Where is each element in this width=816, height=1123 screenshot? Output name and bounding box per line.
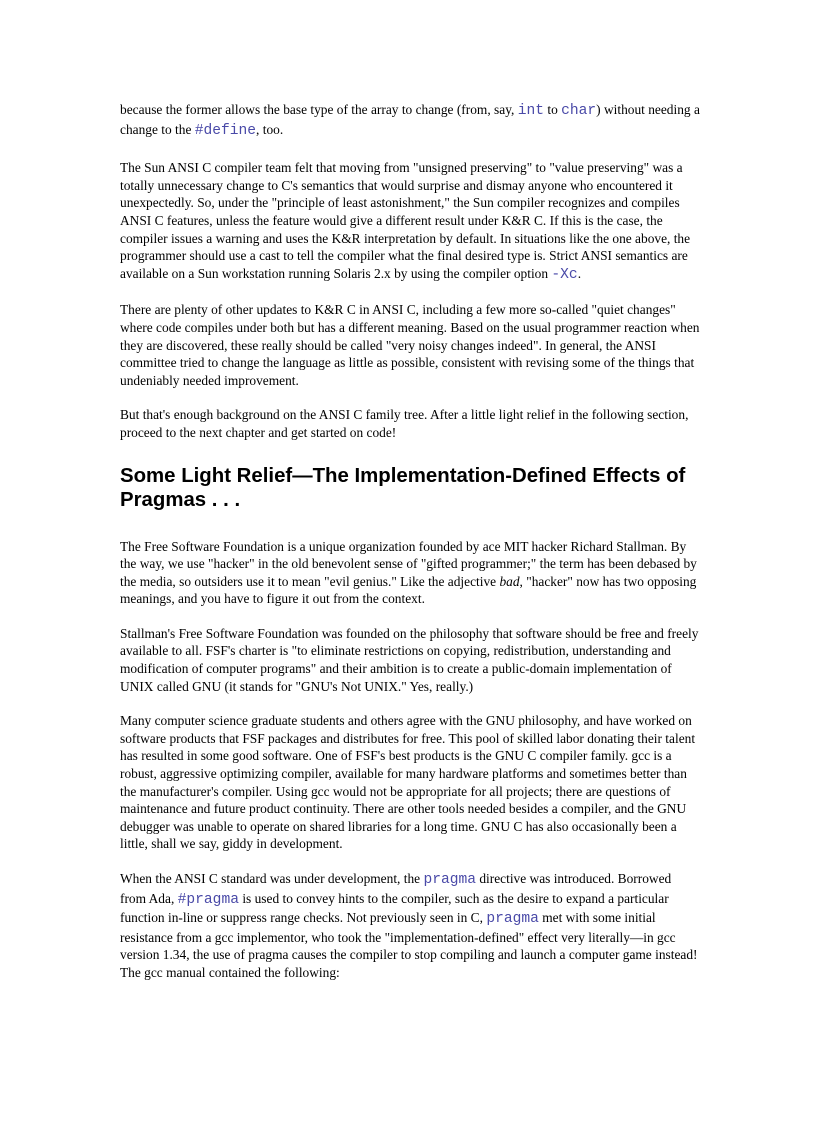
code-int: int bbox=[517, 103, 544, 119]
text-run: The Sun ANSI C compiler team felt that moving from "unsigned preserving" to "value preserving" was a totally unnecessary change to C's semantics that would surprise and dismay anyone who encountered it unexpectedly. So, under the "principle of least astonishment," the Sun compiler recognizes and compiles ANSI C features, unless the feature would give a different result under K&R C. If this is the case, the compiler issues a warning and uses the K&R interpretation by default. In situations like the one above, the programmer should use a cast to tell the compiler what the final desired type is. Strict ANSI semantics are available on a Sun workstation running Solaris 2.x by using the compiler option bbox=[120, 160, 691, 281]
code-char: char bbox=[561, 103, 597, 119]
text-run: The Free Software Foundation is a unique organization founded by ace MIT hacker Richard Stallman. By the way, we use "hacker" in the old benevolent sense of "gifted programmer;" the term has been debased by the media, so outsiders use it to mean "evil genius." Like the adjective bbox=[120, 538, 697, 589]
text-run: is used to convey hints to the compiler, such as the desire to expand a particular function in-line or suppress range checks. Not previously seen in C, bbox=[120, 890, 669, 926]
paragraph-gnu-software: Many computer science graduate students and others agree with the GNU philosophy, and have worked on software products that FSF packages and distributes for free. This pool of skilled labor donating their talent has resulted in some good software. One of FSF's best products is the GNU C compiler family. gcc is a robust, aggressive optimizing compiler, available for many hardware platforms and sometimes better than the manufacturer's compiler. Using gcc would not be appropriate for all projects; there are questions of maintenance and future product continuity. There are other tools needed besides a compiler, and the GNU debugger was unable to operate on shared libraries for a long time. GNU C has also occasionally been a little, shall we say, giddy in development. bbox=[120, 713, 696, 852]
code-define: #define bbox=[194, 122, 257, 139]
section-heading: Some Light Relief—The Implementation-Defined Effects of Pragmas . . . bbox=[120, 464, 686, 511]
code-hash-pragma: #pragma bbox=[177, 891, 239, 908]
text-run: to bbox=[544, 102, 562, 117]
text-run: because the former allows the base type of the array to change (from, say, bbox=[120, 102, 518, 117]
text-run: . bbox=[577, 265, 582, 281]
page-content bbox=[120, 101, 700, 999]
text-run: ) without needing a change to the bbox=[120, 102, 700, 137]
paragraph-fsf-philosophy: Stallman's Free Software Foundation was founded on the philosophy that software should be free and freely available to all. FSF's charter is "to eliminate restrictions on copying, redistribution, understanding and modification of computer programs" and their ambition is to create a public-domain implementation of UNIX called GNU (it stands for "GNU's Not UNIX." Yes, really.) bbox=[120, 625, 699, 694]
paragraph-background: But that's enough background on the ANSI C family tree. After a little light relief in the following section, proceed to the next chapter and get started on code! bbox=[120, 407, 689, 440]
text-run: , too. bbox=[256, 121, 284, 137]
emphasis-bad: bad bbox=[499, 573, 520, 589]
paragraph-sun-compiler bbox=[120, 159, 700, 284]
paragraph-array-base-type bbox=[120, 101, 700, 140]
code-pragma: pragma bbox=[423, 872, 476, 888]
text-run: met with some initial resistance from a gcc implementor, who took the "implementation-defined" effect very literally—in gcc version 1.34, the use of pragma causes the compiler to stop compiling and launch a computer game instead! The gcc manual contained the following: bbox=[120, 910, 698, 980]
text-run: , "hacker" now has two opposing meanings, and you have to figure it out from the context. bbox=[120, 573, 697, 607]
text-run: directive was introduced. Borrowed from Ada, bbox=[120, 871, 672, 906]
paragraph-pragma bbox=[120, 870, 700, 982]
paragraph-quiet-changes: There are plenty of other updates to K&R C in ANSI C, including a few more so-called "quiet changes" where code compiles under both but has a different meaning. Based on the usual programmer reaction when they are discovered, these really should be called "very noisy changes indeed". In general, the ANSI committee tried to change the language as little as possible, consistent with revising some of the things that undeniably needed improvement. bbox=[120, 302, 700, 388]
code-pragma: pragma bbox=[486, 911, 539, 928]
text-run: When the ANSI C standard was under development, the bbox=[120, 871, 424, 886]
paragraph-fsf-intro bbox=[120, 538, 700, 608]
code-xc-option: -Xc bbox=[551, 266, 578, 283]
